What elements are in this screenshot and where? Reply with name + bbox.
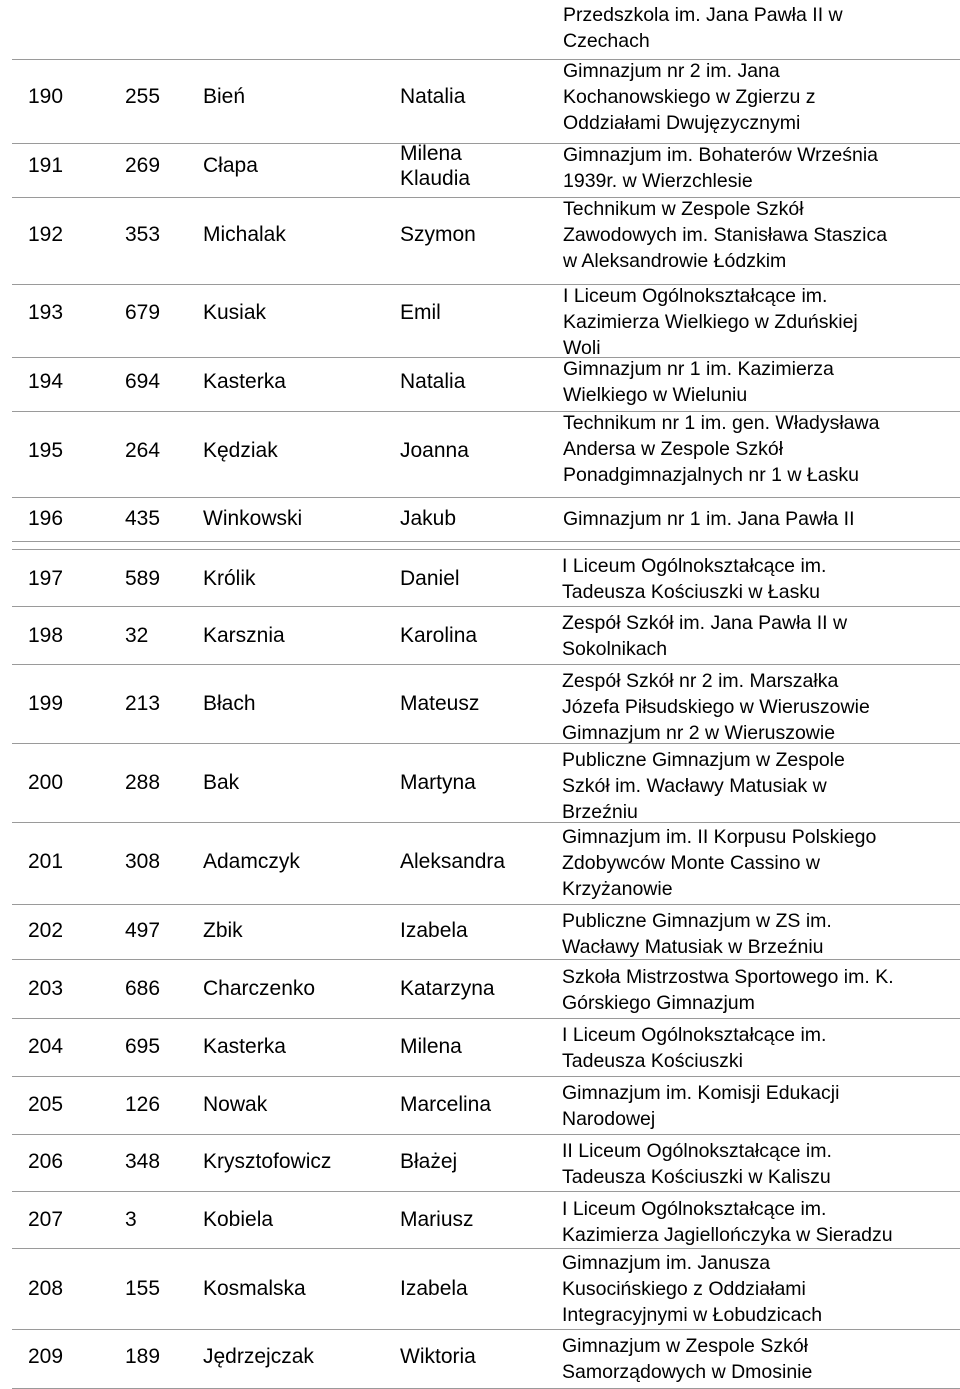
row-divider	[12, 541, 960, 542]
surname: Winkowski	[203, 507, 303, 530]
candidate-number: 353	[125, 223, 161, 246]
school-name-line: I Liceum Ogólnokształcące im.	[563, 285, 828, 307]
row-divider	[12, 497, 960, 498]
school-name-line: I Liceum Ogólnokształcące im.	[562, 1198, 827, 1220]
school-name-line: Zdobywców Monte Cassino w	[562, 851, 820, 874]
school-name-line: Kazimierza Jagiellończyka w Sieradzu	[562, 1223, 893, 1246]
school-name-line: Wielkiego w Wieluniu	[563, 383, 748, 406]
school-name-line: II Liceum Ogólnokształcące im.	[562, 1140, 832, 1162]
school-name-line: Szkół im. Wacławy Matusiak w	[562, 774, 827, 797]
school-name-line: Integracyjnymi w Łobudzicach	[562, 1303, 823, 1326]
row-number: 194	[28, 370, 64, 393]
row-divider	[12, 1329, 960, 1330]
school-name-line: Tadeusza Kościuszki w Łasku	[562, 580, 820, 603]
school-name-line: Tadeusza Kościuszki	[562, 1049, 744, 1072]
surname: Cłapa	[203, 154, 258, 177]
row-number: 197	[28, 567, 64, 590]
school-name-line: 1939r. w Wierzchlesie	[563, 169, 753, 192]
school-name-line: Publiczne Gimnazjum w ZS im.	[562, 910, 832, 932]
candidate-number: 686	[125, 977, 161, 1000]
surname: Błach	[203, 692, 256, 715]
school-name-line: Narodowej	[562, 1107, 656, 1130]
school-name-line: Przedszkola im. Jana Pawła II w	[563, 4, 843, 26]
row-number: 202	[28, 919, 64, 942]
school-name-line: w Aleksandrowie Łódzkim	[563, 249, 787, 272]
first-name: Izabela	[400, 919, 468, 942]
candidate-number: 255	[125, 85, 161, 108]
first-name: Klaudia	[400, 166, 471, 190]
school-name-line: Gimnazjum w Zespole Szkół	[562, 1335, 808, 1357]
first-name: Jakub	[400, 507, 457, 530]
row-divider	[12, 1134, 960, 1135]
school-name-line: Technikum nr 1 im. gen. Władysława	[563, 412, 880, 434]
row-divider	[12, 822, 960, 823]
first-name: Mateusz	[400, 692, 480, 715]
candidate-number: 288	[125, 771, 161, 794]
row-divider	[12, 1018, 960, 1019]
surname: Kasterka	[203, 1035, 286, 1058]
school-name-line: Publiczne Gimnazjum w Zespole	[562, 749, 845, 771]
surname: Kędziak	[203, 439, 278, 462]
school-name-line: I Liceum Ogólnokształcące im.	[562, 555, 827, 577]
surname: Królik	[203, 567, 256, 590]
surname: Zbik	[203, 919, 243, 942]
surname: Bak	[203, 771, 240, 794]
first-name: Wiktoria	[400, 1345, 476, 1368]
row-number: 199	[28, 692, 64, 715]
candidate-number: 155	[125, 1277, 161, 1300]
surname: Bień	[203, 85, 246, 108]
school-name-line: Gimnazjum nr 1 im. Kazimierza	[563, 358, 834, 380]
school-name-line: Zespół Szkół im. Jana Pawła II w	[562, 612, 848, 634]
school-name-line: Andersa w Zespole Szkół	[563, 437, 784, 460]
school-name-line: Tadeusza Kościuszki w Kaliszu	[562, 1165, 831, 1188]
candidate-number: 589	[125, 567, 161, 590]
school-name-line: Brzeźniu	[562, 800, 638, 823]
first-name: Martyna	[400, 771, 476, 794]
surname: Adamczyk	[203, 850, 300, 873]
candidate-number: 348	[125, 1150, 161, 1173]
candidate-number: 695	[125, 1035, 161, 1058]
school-name-line: Samorządowych w Dmosinie	[562, 1360, 813, 1383]
candidate-number: 3	[125, 1208, 137, 1231]
first-name: Emil	[400, 301, 441, 324]
row-number: 195	[28, 439, 64, 462]
school-name-line: Gimnazjum nr 2 im. Jana	[563, 60, 780, 82]
row-number: 206	[28, 1150, 64, 1173]
first-name: Joanna	[400, 439, 469, 462]
row-number: 192	[28, 223, 64, 246]
row-number: 208	[28, 1277, 64, 1300]
school-name-line: Krzyżanowie	[562, 877, 673, 900]
row-divider	[12, 197, 960, 198]
school-name-line: Gimnazjum nr 2 w Wieruszowie	[562, 721, 836, 744]
first-name: Katarzyna	[400, 977, 495, 1000]
school-name-line: Oddziałami Dwujęzycznymi	[563, 111, 801, 134]
row-divider	[12, 664, 960, 665]
row-number: 201	[28, 850, 64, 873]
row-number: 198	[28, 624, 64, 647]
row-divider	[12, 1076, 960, 1077]
row-number: 193	[28, 301, 64, 324]
school-name-line: I Liceum Ogólnokształcące im.	[562, 1024, 827, 1046]
candidate-number: 32	[125, 624, 149, 647]
first-name: Szymon	[400, 223, 476, 246]
candidate-number: 308	[125, 850, 161, 873]
row-divider	[12, 59, 960, 60]
row-number: 191	[28, 154, 64, 177]
school-name-line: Zespół Szkół nr 2 im. Marszałka	[562, 670, 839, 692]
school-name-line: Gimnazjum im. Komisji Edukacji	[562, 1082, 840, 1104]
candidate-number: 435	[125, 507, 161, 530]
surname: Krysztofowicz	[203, 1150, 332, 1173]
row-number: 190	[28, 85, 64, 108]
first-name: Błażej	[400, 1150, 458, 1173]
row-number: 203	[28, 977, 64, 1000]
first-name: Daniel	[400, 567, 460, 590]
school-name-line: Józefa Piłsudskiego w Wieruszowie	[562, 695, 870, 718]
school-name-line: Gimnazjum im. Janusza	[562, 1252, 771, 1274]
surname: Karsznia	[203, 624, 285, 647]
row-number: 200	[28, 771, 64, 794]
row-number: 209	[28, 1345, 64, 1368]
surname: Kobiela	[203, 1208, 274, 1231]
row-divider	[12, 606, 960, 607]
surname: Kosmalska	[203, 1277, 306, 1300]
school-name-line: Kazimierza Wielkiego w Zduńskiej	[563, 310, 858, 333]
first-name: Natalia	[400, 370, 466, 393]
school-name-line: Technikum w Zespole Szkół	[563, 198, 804, 220]
row-divider	[12, 904, 960, 905]
school-name-line: Sokolnikach	[562, 637, 668, 660]
candidate-number: 694	[125, 370, 161, 393]
first-name: Natalia	[400, 85, 466, 108]
school-name-line: Gimnazjum nr 1 im. Jana Pawła II	[563, 508, 855, 530]
school-name-line: Wacławy Matusiak w Brzeźniu	[562, 935, 824, 958]
school-name-line: Górskiego Gimnazjum	[562, 991, 755, 1014]
school-name-line: Czechach	[563, 29, 650, 52]
surname: Kusiak	[203, 301, 267, 324]
surname: Nowak	[203, 1093, 268, 1116]
surname: Jędrzejczak	[203, 1345, 314, 1368]
school-name-line: Kusocińskiego z Oddziałami	[562, 1277, 806, 1300]
school-name-line: Szkoła Mistrzostwa Sportowego im. K.	[562, 966, 894, 988]
row-number: 205	[28, 1093, 64, 1116]
first-name: Marcelina	[400, 1093, 492, 1116]
candidate-number: 264	[125, 439, 161, 462]
first-name: Aleksandra	[400, 850, 506, 873]
surname: Charczenko	[203, 977, 316, 1000]
candidate-number: 213	[125, 692, 161, 715]
row-divider	[12, 1248, 960, 1249]
row-number: 207	[28, 1208, 64, 1231]
school-name-line: Ponadgimnazjalnych nr 1 w Łasku	[563, 463, 859, 486]
school-name-line: Zawodowych im. Stanisława Staszica	[563, 223, 888, 246]
candidate-number: 189	[125, 1345, 161, 1368]
surname: Kasterka	[203, 370, 286, 393]
first-name: Karolina	[400, 624, 478, 647]
school-name-line: Woli	[563, 336, 601, 359]
row-divider	[12, 549, 960, 550]
row-number: 196	[28, 507, 64, 530]
school-name-line: Gimnazjum im. Bohaterów Września	[563, 144, 878, 166]
candidate-number: 126	[125, 1093, 161, 1116]
candidate-number: 497	[125, 919, 161, 942]
row-divider	[12, 1191, 960, 1192]
first-name: Milena	[400, 141, 462, 165]
first-name: Milena	[400, 1035, 462, 1058]
row-number: 204	[28, 1035, 64, 1058]
first-name: Izabela	[400, 1277, 468, 1300]
candidate-number: 269	[125, 154, 161, 177]
surname: Michalak	[203, 223, 286, 246]
school-name-line: Gimnazjum im. II Korpusu Polskiego	[562, 826, 877, 848]
candidate-number: 679	[125, 301, 161, 324]
school-name-line: Kochanowskiego w Zgierzu z	[563, 85, 816, 108]
first-name: Mariusz	[400, 1208, 474, 1231]
